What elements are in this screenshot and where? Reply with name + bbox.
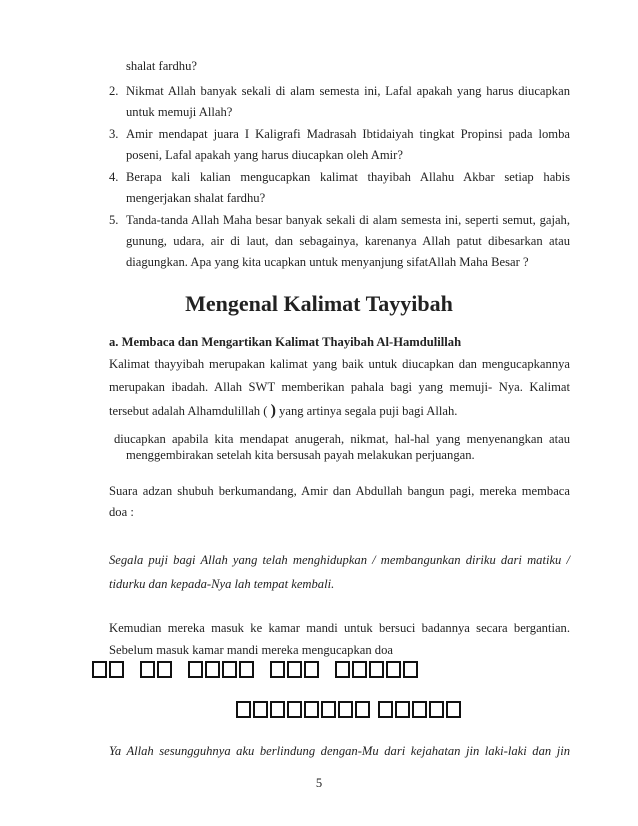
paragraph-text: tersebut adalah Alhamdulillah ( xyxy=(109,404,271,418)
paragraph-line: Kalimat thayyibah merupakan kalimat yang baik untuk diucapkan dan mengucapkannya xyxy=(109,357,570,371)
page-number: 5 xyxy=(315,776,323,790)
paragraph-line: Suara adzan shubuh berkumandang, Amir dan Abdullah bangun pagi, mereka membaca xyxy=(109,484,570,498)
question-text: diagungkan. Apa yang kita ucapkan untuk menyanjung sifatAllah Maha Besar ? xyxy=(126,255,529,269)
paragraph-line: doa : xyxy=(109,505,134,519)
section-title: Mengenal Kalimat Tayyibah xyxy=(185,291,453,316)
question-text: untuk memuji Allah? xyxy=(126,105,233,119)
paragraph-text: yang artinya segala puji bagi Allah. xyxy=(275,404,458,418)
question-text: Tanda-tanda Allah Maha besar banyak sekali di alam semesta ini, seperti semut, gajah, xyxy=(126,213,570,227)
question-number: 5. xyxy=(109,213,119,227)
paragraph-line: Sebelum masuk kamar mandi mereka mengucapkan doa xyxy=(109,643,393,657)
prayer-translation: tidurku dan kepada-Nya lah tempat kembali. xyxy=(109,577,335,591)
prayer-translation: Segala puji bagi Allah yang telah menghidupkan / membangunkan diriku dari matiku / xyxy=(109,553,570,567)
paragraph-line: diucapkan apabila kita mendapat anugerah, nikmat, hal-hal yang menyenangkan atau xyxy=(114,432,570,446)
paragraph-line: Kemudian mereka masuk ke kamar mandi untuk bersuci badannya secara bergantian. xyxy=(109,621,570,635)
question-number: 3. xyxy=(109,127,119,141)
paragraph-line: merupakan ibadah. Allah SWT memberikan pahala bagi yang memuji- Nya. Kalimat xyxy=(109,380,570,394)
question-text: Amir mendapat juara I Kaligrafi Madrasah Ibtidaiyah tingkat Propinsi pada lomba xyxy=(126,127,570,141)
prayer-translation: Ya Allah sesungguhnya aku berlindung dengan-Mu dari kejahatan jin laki-laki dan jin xyxy=(109,744,570,758)
paragraph-line: menggembirakan setelah kita bersusah payah melakukan perjuangan. xyxy=(126,448,475,462)
question-number: 4. xyxy=(109,170,119,184)
question-text: gunung, udara, air di laut, dan sebagainya, karenanya Allah patut dibesarkan atau xyxy=(126,234,570,248)
question-number: 2. xyxy=(109,84,119,98)
question-text: Berapa kali kalian mengucapkan kalimat thayibah Allahu Akbar setiap habis xyxy=(126,170,570,184)
question-text: Nikmat Allah banyak sekali di alam semesta ini, Lafal apakah yang harus diucapkan xyxy=(126,84,570,98)
arabic-text-missing-glyphs xyxy=(92,661,420,678)
list-continuation: shalat fardhu? xyxy=(126,59,197,73)
arabic-placeholder: ) xyxy=(270,402,276,419)
subsection-heading: a. Membaca dan Mengartikan Kalimat Thayibah Al-Hamdulillah xyxy=(109,335,462,349)
arabic-text-missing-glyphs xyxy=(236,701,463,718)
paragraph-line xyxy=(109,403,457,419)
question-text: mengerjakan shalat fardhu? xyxy=(126,191,266,205)
question-text: poseni, Lafal apakah yang harus diucapkan oleh Amir? xyxy=(126,148,403,162)
